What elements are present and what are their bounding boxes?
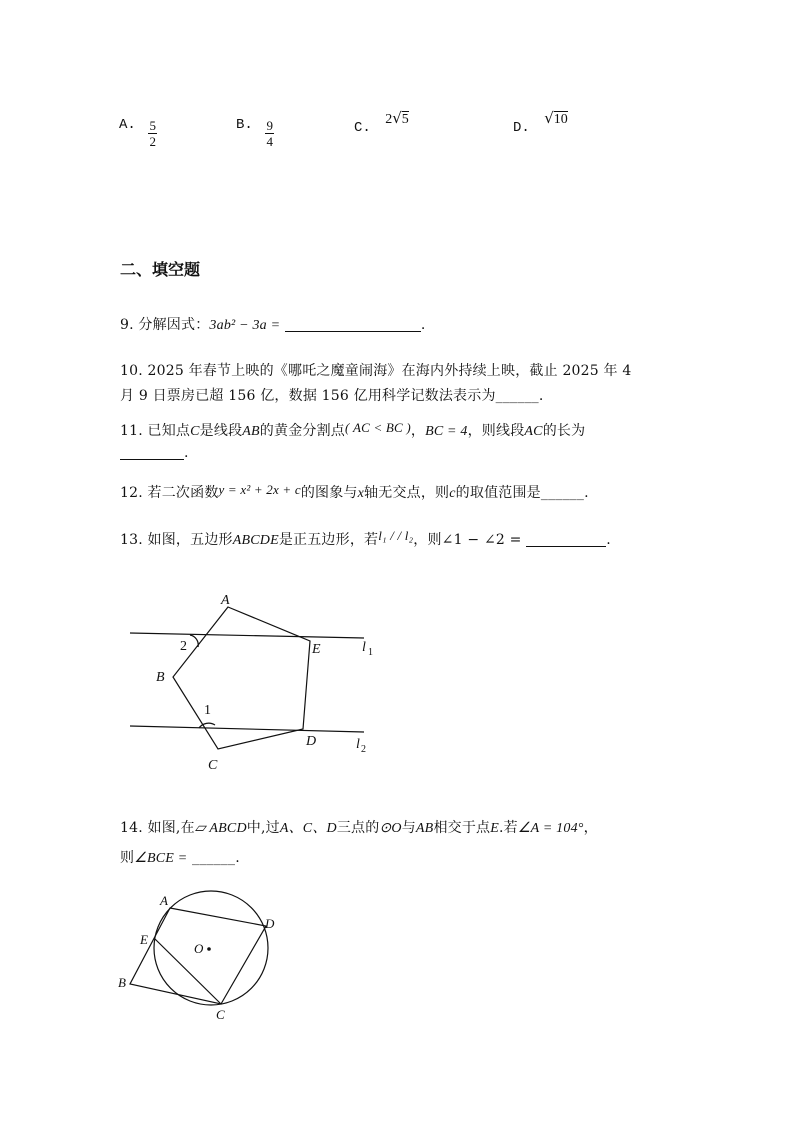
line-l1: [130, 633, 364, 638]
question-9: [120, 314, 426, 334]
line-l2: [130, 726, 364, 732]
option-d-label: D.: [513, 120, 530, 136]
q11-text: ，: [410, 423, 426, 439]
q14-circle: ⊙O: [379, 821, 402, 836]
sqrt-icon: √: [544, 109, 554, 127]
q12-text: 的图象与: [300, 485, 358, 501]
q14-text: 14. 如图,在: [120, 820, 195, 836]
option-c-label: C.: [354, 120, 371, 136]
radicand: 5: [401, 112, 409, 127]
q13-parallel: l₁ / / l₂: [378, 528, 414, 543]
q13-polygon: ABCDE: [232, 533, 279, 548]
q11-text: 是线段: [199, 423, 243, 439]
segment-ec: [155, 939, 221, 1004]
denominator: 4: [266, 134, 273, 149]
label-e: E: [140, 932, 148, 947]
coefficient: 2: [385, 112, 393, 127]
question-10-line-1: 10. 2025 年春节上映的《哪吒之魔童闹海》在海内外持续上映，截止 2025 年 4: [120, 363, 632, 379]
q14-text: ______.: [192, 850, 240, 866]
q14-angle: ∠A = 104°: [517, 821, 584, 836]
question-13: [120, 529, 611, 549]
question-10-line-2: 月 9 日票房已超 156 亿，数据 156 亿用科学记数法表示为______.: [120, 388, 544, 404]
fraction-5-2: [148, 119, 157, 148]
label-c: C: [216, 1007, 225, 1022]
numerator: 9: [266, 118, 273, 133]
q12-text: 的取值范围是______.: [455, 485, 589, 501]
question-14: [120, 817, 598, 837]
q11-bc: BC = 4: [425, 424, 468, 439]
answer-blank[interactable]: [285, 317, 421, 332]
option-b-label: B.: [236, 117, 253, 133]
q13-suffix: .: [606, 532, 611, 548]
center-dot: [207, 947, 211, 951]
circle-parallelogram-figure: [115, 887, 285, 1022]
q11-text: 的黄金分割点: [259, 423, 345, 439]
q14-text: .若: [499, 820, 518, 836]
option-d: [513, 109, 568, 136]
q14-text: 与: [401, 820, 416, 836]
q14-e: E: [490, 821, 500, 836]
numerator: 5: [149, 118, 156, 133]
answer-blank[interactable]: [526, 532, 606, 547]
answer-blank[interactable]: [120, 445, 184, 460]
label-d: D: [265, 916, 275, 931]
label-l2: l: [356, 737, 360, 752]
q11-text: ，则线段: [467, 423, 525, 439]
q11-text: 11. 已知点: [120, 423, 191, 439]
q14-text: 三点的: [336, 820, 380, 836]
q11-suffix: .: [184, 445, 189, 461]
label-d: D: [306, 734, 317, 749]
option-c: [354, 109, 409, 136]
q11-point-c: C: [190, 424, 200, 439]
question-14-line-2: [120, 847, 240, 867]
label-angle-1: 1: [204, 703, 211, 718]
label-b: B: [156, 670, 165, 685]
label-l1: l: [362, 640, 366, 655]
label-e: E: [312, 642, 321, 657]
label-a: A: [160, 893, 168, 908]
denominator: 2: [149, 134, 156, 149]
q14-text: 则: [120, 850, 135, 866]
label-l2-subscript: 2: [361, 744, 366, 755]
sqrt-icon: √: [392, 109, 402, 127]
q12-function: y = x² + 2x + c: [218, 482, 301, 497]
label-a: A: [221, 593, 230, 608]
fraction-9-4: [265, 119, 274, 148]
parallelogram-abcd: [130, 908, 266, 1004]
q11-seg-ac: AC: [524, 424, 543, 439]
section-title: 二、填空题: [120, 260, 201, 279]
q14-ab: AB: [415, 821, 434, 836]
q14-text: ，: [583, 820, 598, 836]
q12-text: 12. 若二次函数: [120, 485, 219, 501]
label-o: O: [194, 941, 204, 956]
question-12: [120, 482, 589, 502]
question-11: [120, 420, 585, 440]
q13-text: 13. 如图，五边形: [120, 532, 233, 548]
q14-parallelogram: ▱ ABCD: [194, 821, 247, 836]
label-b: B: [118, 975, 126, 990]
q13-text: 是正五边形，若: [278, 532, 379, 548]
angle-2-arc: [190, 635, 198, 647]
q9-suffix: .: [420, 317, 426, 333]
q11-condition: ( AC < BC ): [345, 420, 411, 435]
q14-bce: ∠BCE =: [134, 851, 188, 866]
q13-text: ，则∠1 − ∠2 =: [413, 532, 522, 548]
label-l1-subscript: 1: [368, 647, 373, 658]
q11-text: 的长为: [542, 423, 586, 439]
q11-seg-ab: AB: [242, 424, 260, 439]
option-a: [119, 117, 157, 148]
q12-c: c: [449, 486, 456, 501]
option-a-label: A.: [119, 117, 136, 133]
option-b: [236, 117, 274, 148]
radicand: 10: [553, 112, 568, 127]
q9-prefix: 9. 分解因式：: [120, 317, 210, 333]
q12-text: 轴无交点，则: [364, 485, 450, 501]
q14-text: 相交于点: [433, 820, 491, 836]
q14-text: 中,过: [246, 820, 280, 836]
q9-expression: 3ab² − 3a =: [209, 318, 281, 333]
label-angle-2: 2: [180, 639, 187, 654]
pentagon-figure: [120, 585, 390, 775]
q12-x: x: [357, 486, 365, 501]
label-c: C: [208, 758, 218, 773]
q14-points: A、C、D: [279, 821, 337, 836]
question-11-line-2: [120, 445, 189, 461]
